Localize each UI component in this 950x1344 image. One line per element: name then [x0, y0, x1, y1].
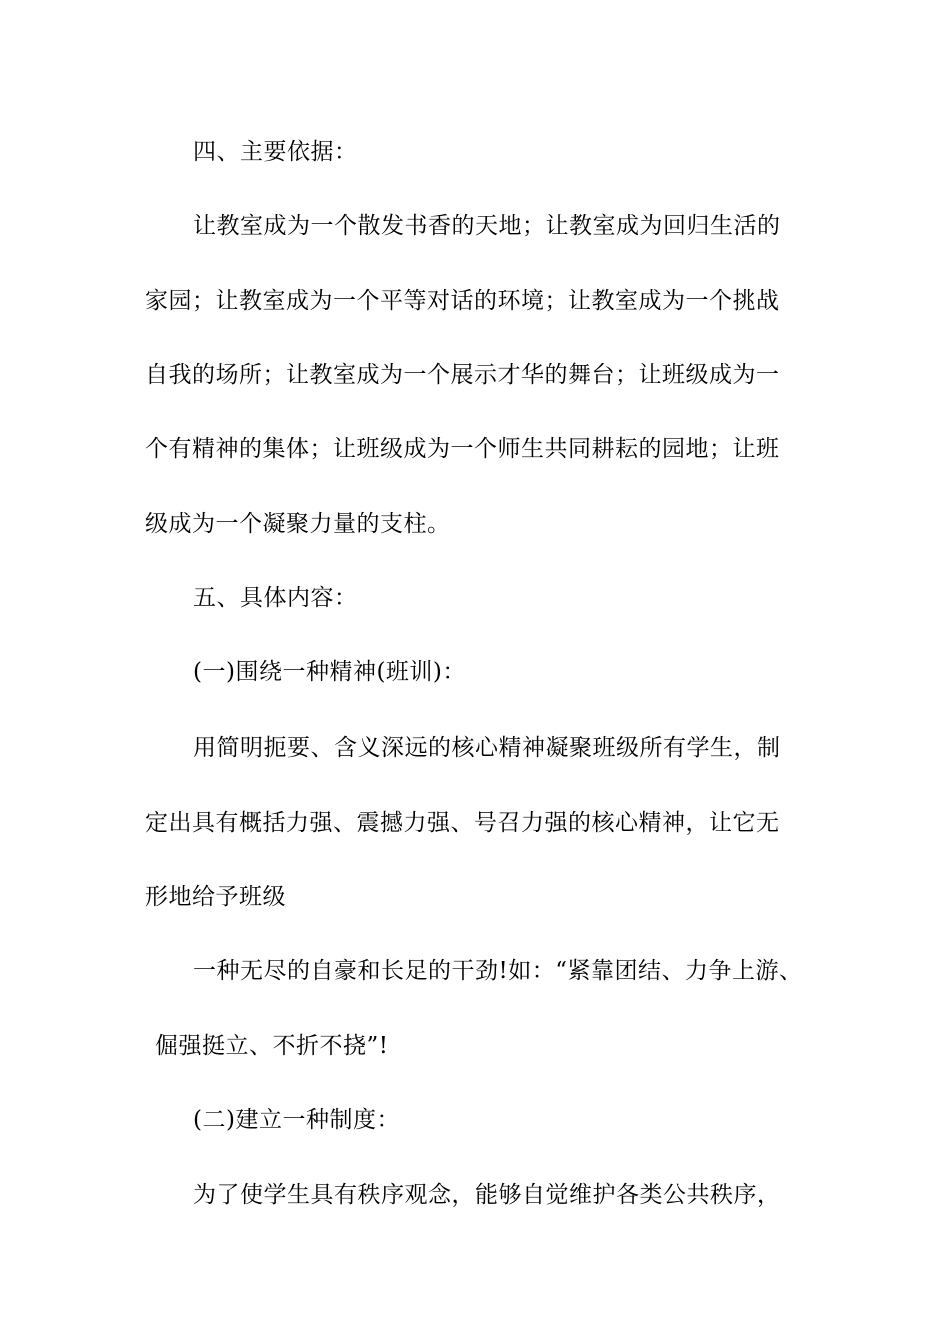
paragraph-line: 形地给予班级: [145, 884, 286, 910]
paragraph-line: 倔强挺立、不折不挠”!: [155, 1033, 389, 1059]
subsection-heading-system: (二)建立一种制度：: [193, 1107, 400, 1133]
subsection-heading-spirit: (一)围绕一种精神(班训)：: [193, 659, 466, 685]
paragraph-line: 为了使学生具有秩序观念，能够自觉维护各类公共秩序，: [193, 1182, 781, 1208]
paragraph-line: 一种无尽的自豪和长足的干劲!如：“紧靠团结、力争上游、: [193, 958, 803, 984]
section-heading-basis: 四、主要依据：: [193, 139, 358, 165]
paragraph-line: 自我的场所；让教室成为一个展示才华的舞台；让班级成为一: [145, 362, 780, 388]
paragraph-line: 家园；让教室成为一个平等对话的环境；让教室成为一个挑战: [145, 288, 780, 314]
paragraph-line: 级成为一个凝聚力量的支柱。: [145, 511, 451, 537]
paragraph-line: 定出具有概括力强、震撼力强、号召力强的核心精神，让它无: [145, 810, 780, 836]
section-heading-content: 五、具体内容：: [193, 585, 358, 611]
paragraph-line: 个有精神的集体；让班级成为一个师生共同耕耘的园地；让班: [145, 436, 780, 462]
paragraph-line: 让教室成为一个散发书香的天地；让教室成为回归生活的: [193, 213, 781, 239]
paragraph-line: 用简明扼要、含义深远的核心精神凝聚班级所有学生，制: [193, 735, 781, 761]
